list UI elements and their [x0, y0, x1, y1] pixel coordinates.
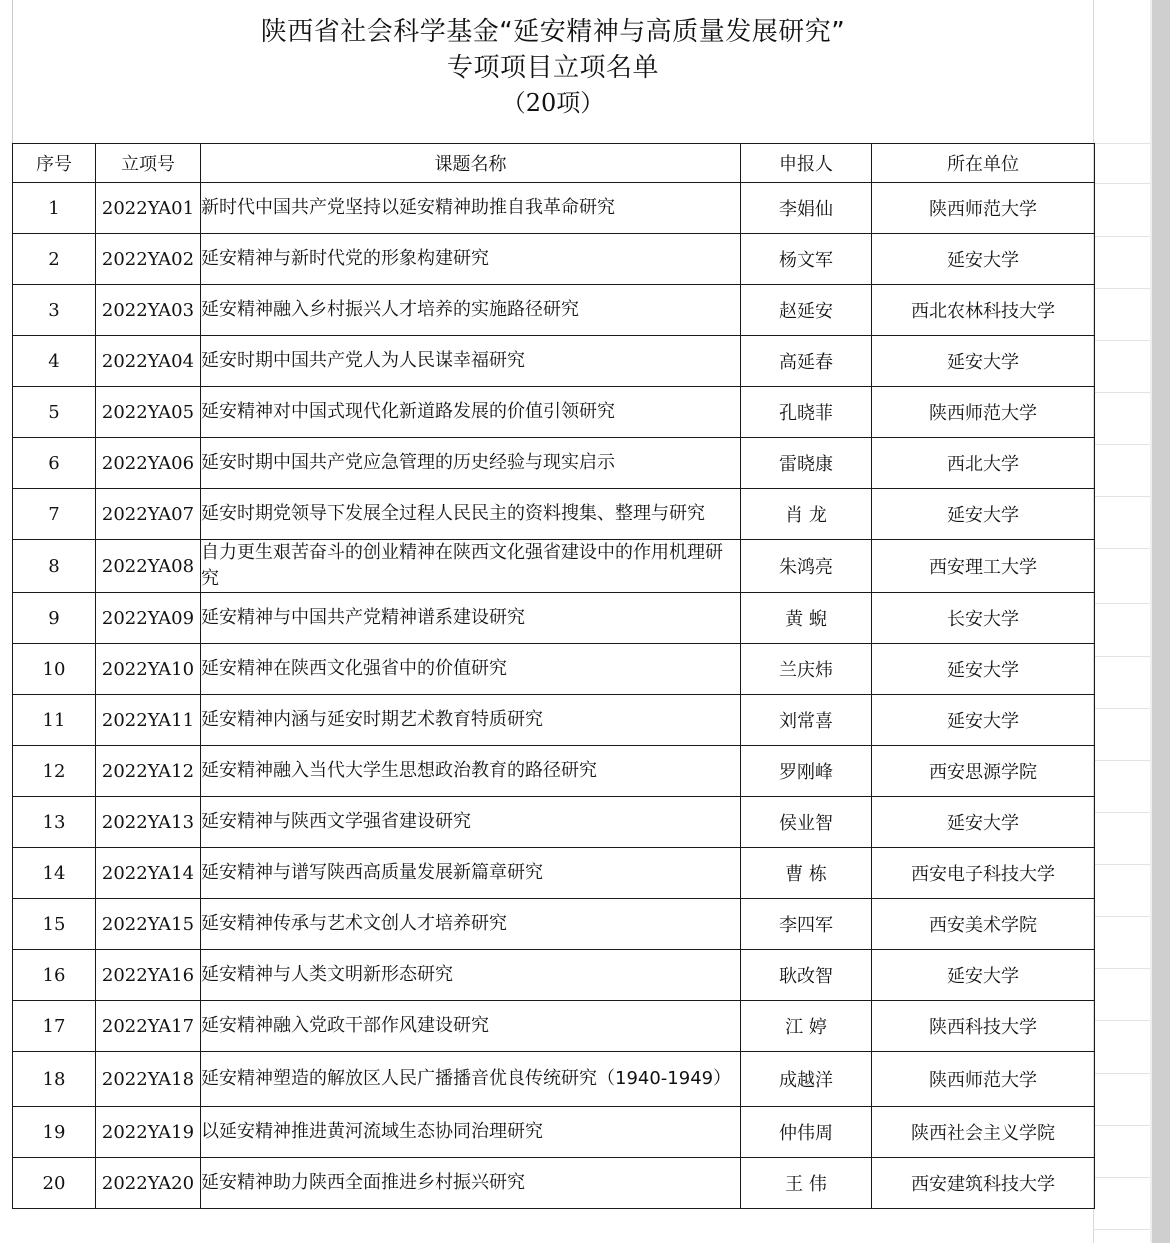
table-body [13, 183, 1095, 1209]
row-number: 16 [13, 950, 96, 1001]
project-code: 2022YA13 [96, 797, 201, 848]
applicant-name: 曹 栋 [741, 848, 872, 899]
project-code: 2022YA20 [96, 1158, 201, 1209]
applicant-name: 杨文军 [741, 234, 872, 285]
document-title: 陕西省社会科学基金“延安精神与高质量发展研究” [260, 17, 846, 47]
row-number: 7 [13, 489, 96, 540]
project-code: 2022YA10 [96, 644, 201, 695]
table-row [13, 695, 1095, 746]
project-title: 延安精神塑造的解放区人民广播播音优良传统研究（1940-1949） [201, 1052, 741, 1107]
project-title: 延安精神在陕西文化强省中的价值研究 [201, 644, 741, 695]
project-code: 2022YA02 [96, 234, 201, 285]
row-number: 10 [13, 644, 96, 695]
affiliation: 西安理工大学 [872, 540, 1095, 593]
project-title: 延安精神与陕西文学强省建设研究 [201, 797, 741, 848]
applicant-name: 耿改智 [741, 950, 872, 1001]
project-code: 2022YA03 [96, 285, 201, 336]
table-header-row [13, 144, 1095, 183]
project-code: 2022YA12 [96, 746, 201, 797]
affiliation: 西安思源学院 [872, 746, 1095, 797]
applicant-name: 侯业智 [741, 797, 872, 848]
project-code: 2022YA01 [96, 183, 201, 234]
table-row [13, 1107, 1095, 1158]
affiliation: 西安建筑科技大学 [872, 1158, 1095, 1209]
table-row [13, 438, 1095, 489]
table-row [13, 183, 1095, 234]
row-number: 6 [13, 438, 96, 489]
row-number: 13 [13, 797, 96, 848]
affiliation: 西北大学 [872, 438, 1095, 489]
affiliation: 陕西师范大学 [872, 387, 1095, 438]
project-title: 延安时期中国共产党人为人民谋幸福研究 [201, 336, 741, 387]
project-code: 2022YA19 [96, 1107, 201, 1158]
applicant-name: 雷晓康 [741, 438, 872, 489]
affiliation: 陕西社会主义学院 [872, 1107, 1095, 1158]
row-number: 20 [13, 1158, 96, 1209]
affiliation: 陕西师范大学 [872, 1052, 1095, 1107]
project-code: 2022YA17 [96, 1001, 201, 1052]
affiliation: 延安大学 [872, 950, 1095, 1001]
project-title: 延安时期党领导下发展全过程人民民主的资料搜集、整理与研究 [201, 489, 741, 540]
project-title: 以延安精神推进黄河流域生态协同治理研究 [201, 1107, 741, 1158]
project-title: 延安精神与中国共产党精神谱系建设研究 [201, 593, 741, 644]
applicant-name: 李娟仙 [741, 183, 872, 234]
table-row [13, 1001, 1095, 1052]
project-code: 2022YA05 [96, 387, 201, 438]
project-list-table [12, 143, 1095, 1209]
applicant-name: 罗刚峰 [741, 746, 872, 797]
header-title: 课题名称 [201, 144, 741, 183]
applicant-name: 赵延安 [741, 285, 872, 336]
project-code: 2022YA18 [96, 1052, 201, 1107]
table-row [13, 950, 1095, 1001]
table-row [13, 644, 1095, 695]
applicant-name: 李四军 [741, 899, 872, 950]
affiliation: 西安电子科技大学 [872, 848, 1095, 899]
table-row [13, 899, 1095, 950]
table-row [13, 285, 1095, 336]
table-row [13, 1052, 1095, 1107]
row-number: 15 [13, 899, 96, 950]
project-title: 延安精神内涵与延安时期艺术教育特质研究 [201, 695, 741, 746]
table-row [13, 746, 1095, 797]
row-number: 2 [13, 234, 96, 285]
affiliation: 长安大学 [872, 593, 1095, 644]
row-number: 9 [13, 593, 96, 644]
project-count: （20项） [501, 89, 605, 117]
affiliation: 陕西科技大学 [872, 1001, 1095, 1052]
table-row [13, 797, 1095, 848]
project-code: 2022YA15 [96, 899, 201, 950]
project-title: 延安时期中国共产党应急管理的历史经验与现实启示 [201, 438, 741, 489]
project-code: 2022YA11 [96, 695, 201, 746]
applicant-name: 黄 蜺 [741, 593, 872, 644]
table-row [13, 387, 1095, 438]
row-number: 4 [13, 336, 96, 387]
applicant-name: 江 婷 [741, 1001, 872, 1052]
table-row [13, 234, 1095, 285]
row-number: 18 [13, 1052, 96, 1107]
affiliation: 延安大学 [872, 336, 1095, 387]
row-number: 1 [13, 183, 96, 234]
table-row [13, 336, 1095, 387]
project-code: 2022YA07 [96, 489, 201, 540]
affiliation: 陕西师范大学 [872, 183, 1095, 234]
table-row [13, 593, 1095, 644]
row-number: 12 [13, 746, 96, 797]
row-number: 11 [13, 695, 96, 746]
project-code: 2022YA06 [96, 438, 201, 489]
row-number: 3 [13, 285, 96, 336]
project-code: 2022YA14 [96, 848, 201, 899]
project-title: 新时代中国共产党坚持以延安精神助推自我革命研究 [201, 183, 741, 234]
table-row [13, 540, 1095, 593]
page-edge [1152, 0, 1170, 1243]
applicant-name: 孔晓菲 [741, 387, 872, 438]
header-unit: 所在单位 [872, 144, 1095, 183]
project-title: 延安精神助力陕西全面推进乡村振兴研究 [201, 1158, 741, 1209]
affiliation: 西安美术学院 [872, 899, 1095, 950]
row-number: 14 [13, 848, 96, 899]
project-title: 延安精神融入乡村振兴人才培养的实施路径研究 [201, 285, 741, 336]
project-code: 2022YA16 [96, 950, 201, 1001]
document-title-block [12, 0, 1093, 143]
project-title: 延安精神与人类文明新形态研究 [201, 950, 741, 1001]
project-title: 延安精神与新时代党的形象构建研究 [201, 234, 741, 285]
project-code: 2022YA08 [96, 540, 201, 593]
header-no: 序号 [13, 144, 96, 183]
applicant-name: 高延春 [741, 336, 872, 387]
table-row [13, 1158, 1095, 1209]
affiliation: 延安大学 [872, 797, 1095, 848]
project-title: 延安精神融入党政干部作风建设研究 [201, 1001, 741, 1052]
project-title: 延安精神对中国式现代化新道路发展的价值引领研究 [201, 387, 741, 438]
table-row [13, 848, 1095, 899]
applicant-name: 王 伟 [741, 1158, 872, 1209]
project-title: 延安精神融入当代大学生思想政治教育的路径研究 [201, 746, 741, 797]
affiliation: 西北农林科技大学 [872, 285, 1095, 336]
row-number: 17 [13, 1001, 96, 1052]
project-title: 延安精神与谱写陕西高质量发展新篇章研究 [201, 848, 741, 899]
header-person: 申报人 [741, 144, 872, 183]
project-title: 自力更生艰苦奋斗的创业精神在陕西文化强省建设中的作用机理研究 [201, 540, 741, 593]
applicant-name: 仲伟周 [741, 1107, 872, 1158]
applicant-name: 刘常喜 [741, 695, 872, 746]
applicant-name: 朱鸿亮 [741, 540, 872, 593]
row-number: 5 [13, 387, 96, 438]
row-number: 8 [13, 540, 96, 593]
document-subtitle: 专项项目立项名单 [446, 53, 659, 83]
affiliation: 延安大学 [872, 234, 1095, 285]
table-row [13, 489, 1095, 540]
project-title: 延安精神传承与艺术文创人才培养研究 [201, 899, 741, 950]
applicant-name: 成越洋 [741, 1052, 872, 1107]
affiliation: 延安大学 [872, 695, 1095, 746]
project-code: 2022YA09 [96, 593, 201, 644]
applicant-name: 兰庆炜 [741, 644, 872, 695]
affiliation: 延安大学 [872, 644, 1095, 695]
row-number: 19 [13, 1107, 96, 1158]
applicant-name: 肖 龙 [741, 489, 872, 540]
header-code: 立项号 [96, 144, 201, 183]
affiliation: 延安大学 [872, 489, 1095, 540]
project-code: 2022YA04 [96, 336, 201, 387]
